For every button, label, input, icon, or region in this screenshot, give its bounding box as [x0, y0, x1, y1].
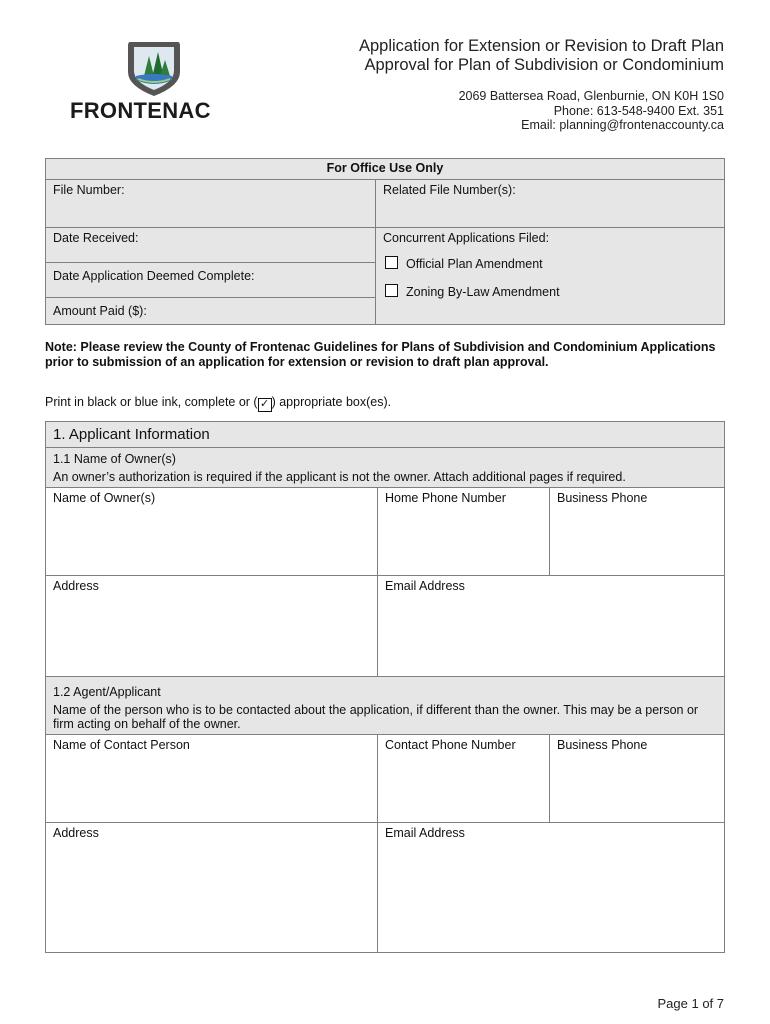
agent-business-phone-field[interactable]	[550, 735, 725, 823]
applicant-information-table	[45, 421, 725, 953]
owner-subsection-header	[46, 448, 725, 488]
official-plan-option[interactable]	[376, 248, 724, 271]
checkmark-icon: ✓	[258, 398, 272, 412]
zoning-label: Zoning By-Law Amendment	[406, 285, 560, 299]
official-plan-label: Official Plan Amendment	[406, 257, 543, 271]
print-instruction-end: ) appropriate box(es).	[271, 395, 392, 409]
owner-email-field[interactable]	[378, 576, 725, 677]
owner-subheading: 1.1 Name of Owner(s)	[53, 452, 176, 466]
logo-wordmark: FRONTENAC	[70, 98, 211, 123]
agent-subsection-header	[46, 677, 725, 735]
owner-name-label: Name of Owner(s)	[53, 491, 156, 505]
agent-subheading: 1.2 Agent/Applicant	[53, 685, 161, 699]
contact-name-label: Name of Contact Person	[53, 738, 190, 752]
print-instruction-start: Print in black or blue ink, complete or (	[45, 395, 258, 409]
phone-number: Phone: 613-548-9400 Ext. 351	[553, 103, 724, 118]
owner-business-phone-field[interactable]	[550, 488, 725, 576]
agent-description: Name of the person who is to be contacted about the application, if different than the owner. This may be a person or firm acting on behalf of the owner.	[53, 703, 699, 731]
official-plan-checkbox[interactable]	[385, 256, 398, 269]
contact-phone-field[interactable]	[378, 735, 550, 823]
owner-name-field[interactable]	[46, 488, 378, 576]
contact-phone-label: Contact Phone Number	[385, 738, 516, 752]
office-use-heading: For Office Use Only	[46, 159, 725, 180]
deemed-complete-field[interactable]	[46, 262, 375, 297]
owner-description: An owner’s authorization is required if the applicant is not the owner. Attach additional pages if required.	[53, 470, 626, 484]
concurrent-applications-cell	[376, 228, 725, 325]
agent-business-phone-label: Business Phone	[557, 738, 648, 752]
amount-paid-field[interactable]	[46, 297, 375, 324]
agent-email-field[interactable]	[378, 823, 725, 953]
office-use-table	[45, 158, 725, 325]
page-number: Page 1 of 7	[657, 996, 724, 1011]
print-instruction	[45, 395, 725, 412]
file-number-field[interactable]	[46, 180, 376, 228]
document-title	[204, 37, 724, 75]
owner-address-field[interactable]	[46, 576, 378, 677]
related-file-label: Related File Number(s):	[383, 183, 516, 197]
title-line-1: Application for Extension or Revision to Draft Plan	[358, 37, 724, 55]
owner-home-phone-label: Home Phone Number	[385, 491, 506, 505]
title-line-2: Approval for Plan of Subdivision or Condominium	[364, 56, 724, 74]
street-address: 2069 Battersea Road, Glenburnie, ON K0H 1S0	[458, 89, 724, 103]
related-file-field[interactable]	[376, 180, 725, 228]
date-received-field[interactable]	[46, 228, 376, 325]
review-note: Note: Please review the County of Frontenac Guidelines for Plans of Subdivision and Condominium Applications prior to submission of an application for extension or revision to draft plan approval.	[45, 340, 716, 369]
contact-block	[324, 89, 724, 133]
deemed-complete-label: Date Application Deemed Complete:	[53, 269, 255, 283]
concurrent-label: Concurrent Applications Filed:	[383, 231, 550, 245]
crest-icon	[124, 38, 184, 98]
agent-address-field[interactable]	[46, 823, 378, 953]
zoning-option[interactable]	[376, 271, 724, 299]
zoning-checkbox[interactable]	[385, 284, 398, 297]
agent-email-label: Email Address	[385, 826, 465, 840]
owner-home-phone-field[interactable]	[378, 488, 550, 576]
owner-email-label: Email Address	[385, 579, 465, 593]
agent-address-label: Address	[53, 826, 99, 840]
email-address: Email: planning@frontenaccounty.ca	[521, 118, 724, 132]
section-1-heading: 1. Applicant Information	[46, 422, 725, 448]
owner-business-phone-label: Business Phone	[557, 491, 648, 505]
contact-name-field[interactable]	[46, 735, 378, 823]
date-received-label: Date Received:	[53, 231, 139, 245]
amount-paid-label: Amount Paid ($):	[53, 304, 147, 318]
file-number-label: File Number:	[53, 183, 125, 197]
owner-address-label: Address	[53, 579, 99, 593]
